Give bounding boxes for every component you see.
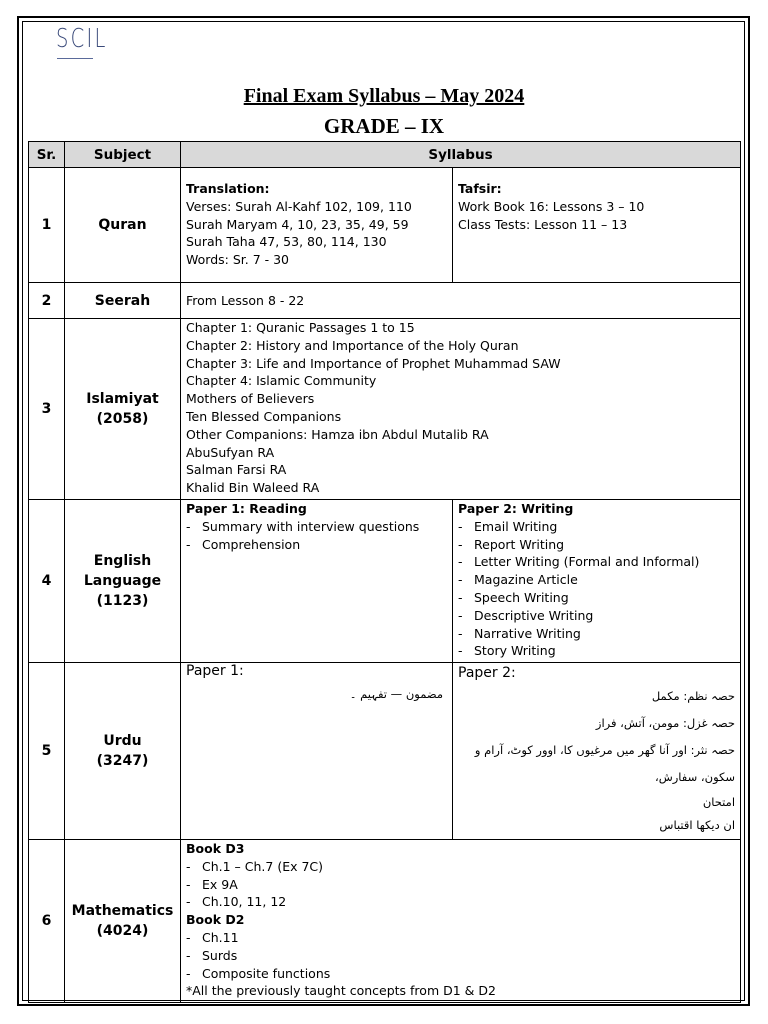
list-item: - Ch.10, 11, 12 [186,893,735,911]
urdu-text: ان دیکھا اقتباس [659,817,736,832]
list-item: Work Book 16: Lessons 3 – 10 [458,198,645,214]
urdu-text: امتحان [702,794,736,809]
list-item: - Magazine Article [458,571,735,589]
urdu-text: حصہ نثر: اور آنا گھر میں مرغیوں کا، اوور کوٹ، آرام و سکون، سفارش، [474,742,736,784]
syllabus-right [453,168,741,283]
subject-name: Seerah [65,283,181,319]
list-item: Other Companions: Hamza ibn Abdul Mutalib RA [186,426,489,442]
table-row [29,499,741,662]
header-sr: Sr. [29,142,65,168]
list-item: - Comprehension [186,536,447,554]
table-row [29,839,741,1002]
syllabus-right [453,499,741,662]
header-subject: Subject [65,142,181,168]
list-item: - Letter Writing (Formal and Informal) [458,553,735,571]
syllabus-content [181,283,741,319]
row-number: 3 [29,319,65,500]
logo-underline [57,58,93,59]
list-item: - Summary with interview questions [186,518,447,536]
list-item: Surah Taha 47, 53, 80, 114, 130 [186,234,387,250]
list-item: - Ch.11 [186,929,735,947]
syllabus-left [181,663,453,840]
subject-code: (3247) [96,753,149,770]
row-number: 5 [29,663,65,840]
section-heading: Tafsir: [458,181,502,196]
table-header-row [29,142,741,168]
list-item: Surah Maryam 4, 10, 23, 35, 49, 59 [186,216,409,232]
table-row [29,319,741,500]
row-number: 2 [29,283,65,319]
syllabus-left [181,168,453,283]
table-row [29,168,741,283]
list-item: - Story Writing [458,642,735,660]
list-item: AbuSufyan RA [186,444,275,460]
list-item: - Descriptive Writing [458,607,735,625]
list-item: Chapter 1: Quranic Passages 1 to 15 [186,320,415,335]
school-logo: SCIL [56,24,108,54]
section-heading: Book D3 [186,840,245,856]
section-heading: Paper 2: Writing [458,500,574,516]
document-title: Final Exam Syllabus – May 2024 [243,85,525,107]
section-heading: Paper 1: Reading [186,500,307,516]
subject-line: Language [83,573,162,590]
table-row [29,663,741,840]
subject-line: Islamiyat [86,390,159,407]
list-item: - Surds [186,947,735,965]
header-syllabus: Syllabus [181,142,741,168]
list-item: From Lesson 8 - 22 [186,292,305,308]
subject-name [65,319,181,500]
grade-heading: GRADE – IX [323,114,445,138]
section-heading: Paper 1: [186,663,244,680]
list-item: - Narrative Writing [458,625,735,643]
subject-code: (4024) [96,923,149,940]
table-row [29,283,741,319]
list-item: Ten Blessed Companions [186,408,342,424]
section-heading: Translation: [186,181,270,196]
row-number: 4 [29,499,65,662]
list-item: - Email Writing [458,518,735,536]
list-item: - Ex 9A [186,876,735,894]
subject-code: (1123) [96,593,149,610]
syllabus-right [453,663,741,840]
list-item: Khalid Bin Waleed RA [186,480,320,496]
subject-name [65,499,181,662]
list-item: - Ch.1 – Ch.7 (Ex 7C) [186,858,735,876]
urdu-text: حصہ نظم: مکمل [651,688,736,703]
syllabus-content [181,319,741,500]
subject-line: Mathematics [71,903,174,920]
subject-name: Quran [65,168,181,283]
urdu-text: مضمون — تفہیم ۔ [349,686,443,701]
list-item: Salman Farsi RA [186,462,287,478]
syllabus-left [181,499,453,662]
subject-line: Urdu [103,733,142,750]
subject-name [65,663,181,840]
list-item: - Report Writing [458,536,735,554]
list-item: - Speech Writing [458,589,735,607]
list-item: Chapter 3: Life and Importance of Prophet Muhammad SAW [186,355,561,371]
subject-line: English [93,553,152,570]
list-item: - Composite functions [186,965,735,983]
list-item: Class Tests: Lesson 11 – 13 [458,216,628,232]
note-text: *All the previously taught concepts from D1 & D2 [186,983,496,999]
section-heading: Book D2 [186,912,245,928]
syllabus-content [181,839,741,1002]
list-item: Verses: Surah Al-Kahf 102, 109, 110 [186,198,412,214]
subject-code: (2058) [96,410,149,427]
list-item: Chapter 4: Islamic Community [186,373,377,389]
subject-name [65,839,181,1002]
row-number: 1 [29,168,65,283]
syllabus-table [28,141,741,1003]
row-number: 6 [29,839,65,1002]
urdu-text: حصہ غزل: مومن، آتش، فراز [595,715,736,730]
list-item: Words: Sr. 7 - 30 [186,252,290,268]
section-heading: Paper 2: [458,665,516,682]
list-item: Mothers of Believers [186,391,315,407]
list-item: Chapter 2: History and Importance of the Holy Quran [186,337,519,353]
